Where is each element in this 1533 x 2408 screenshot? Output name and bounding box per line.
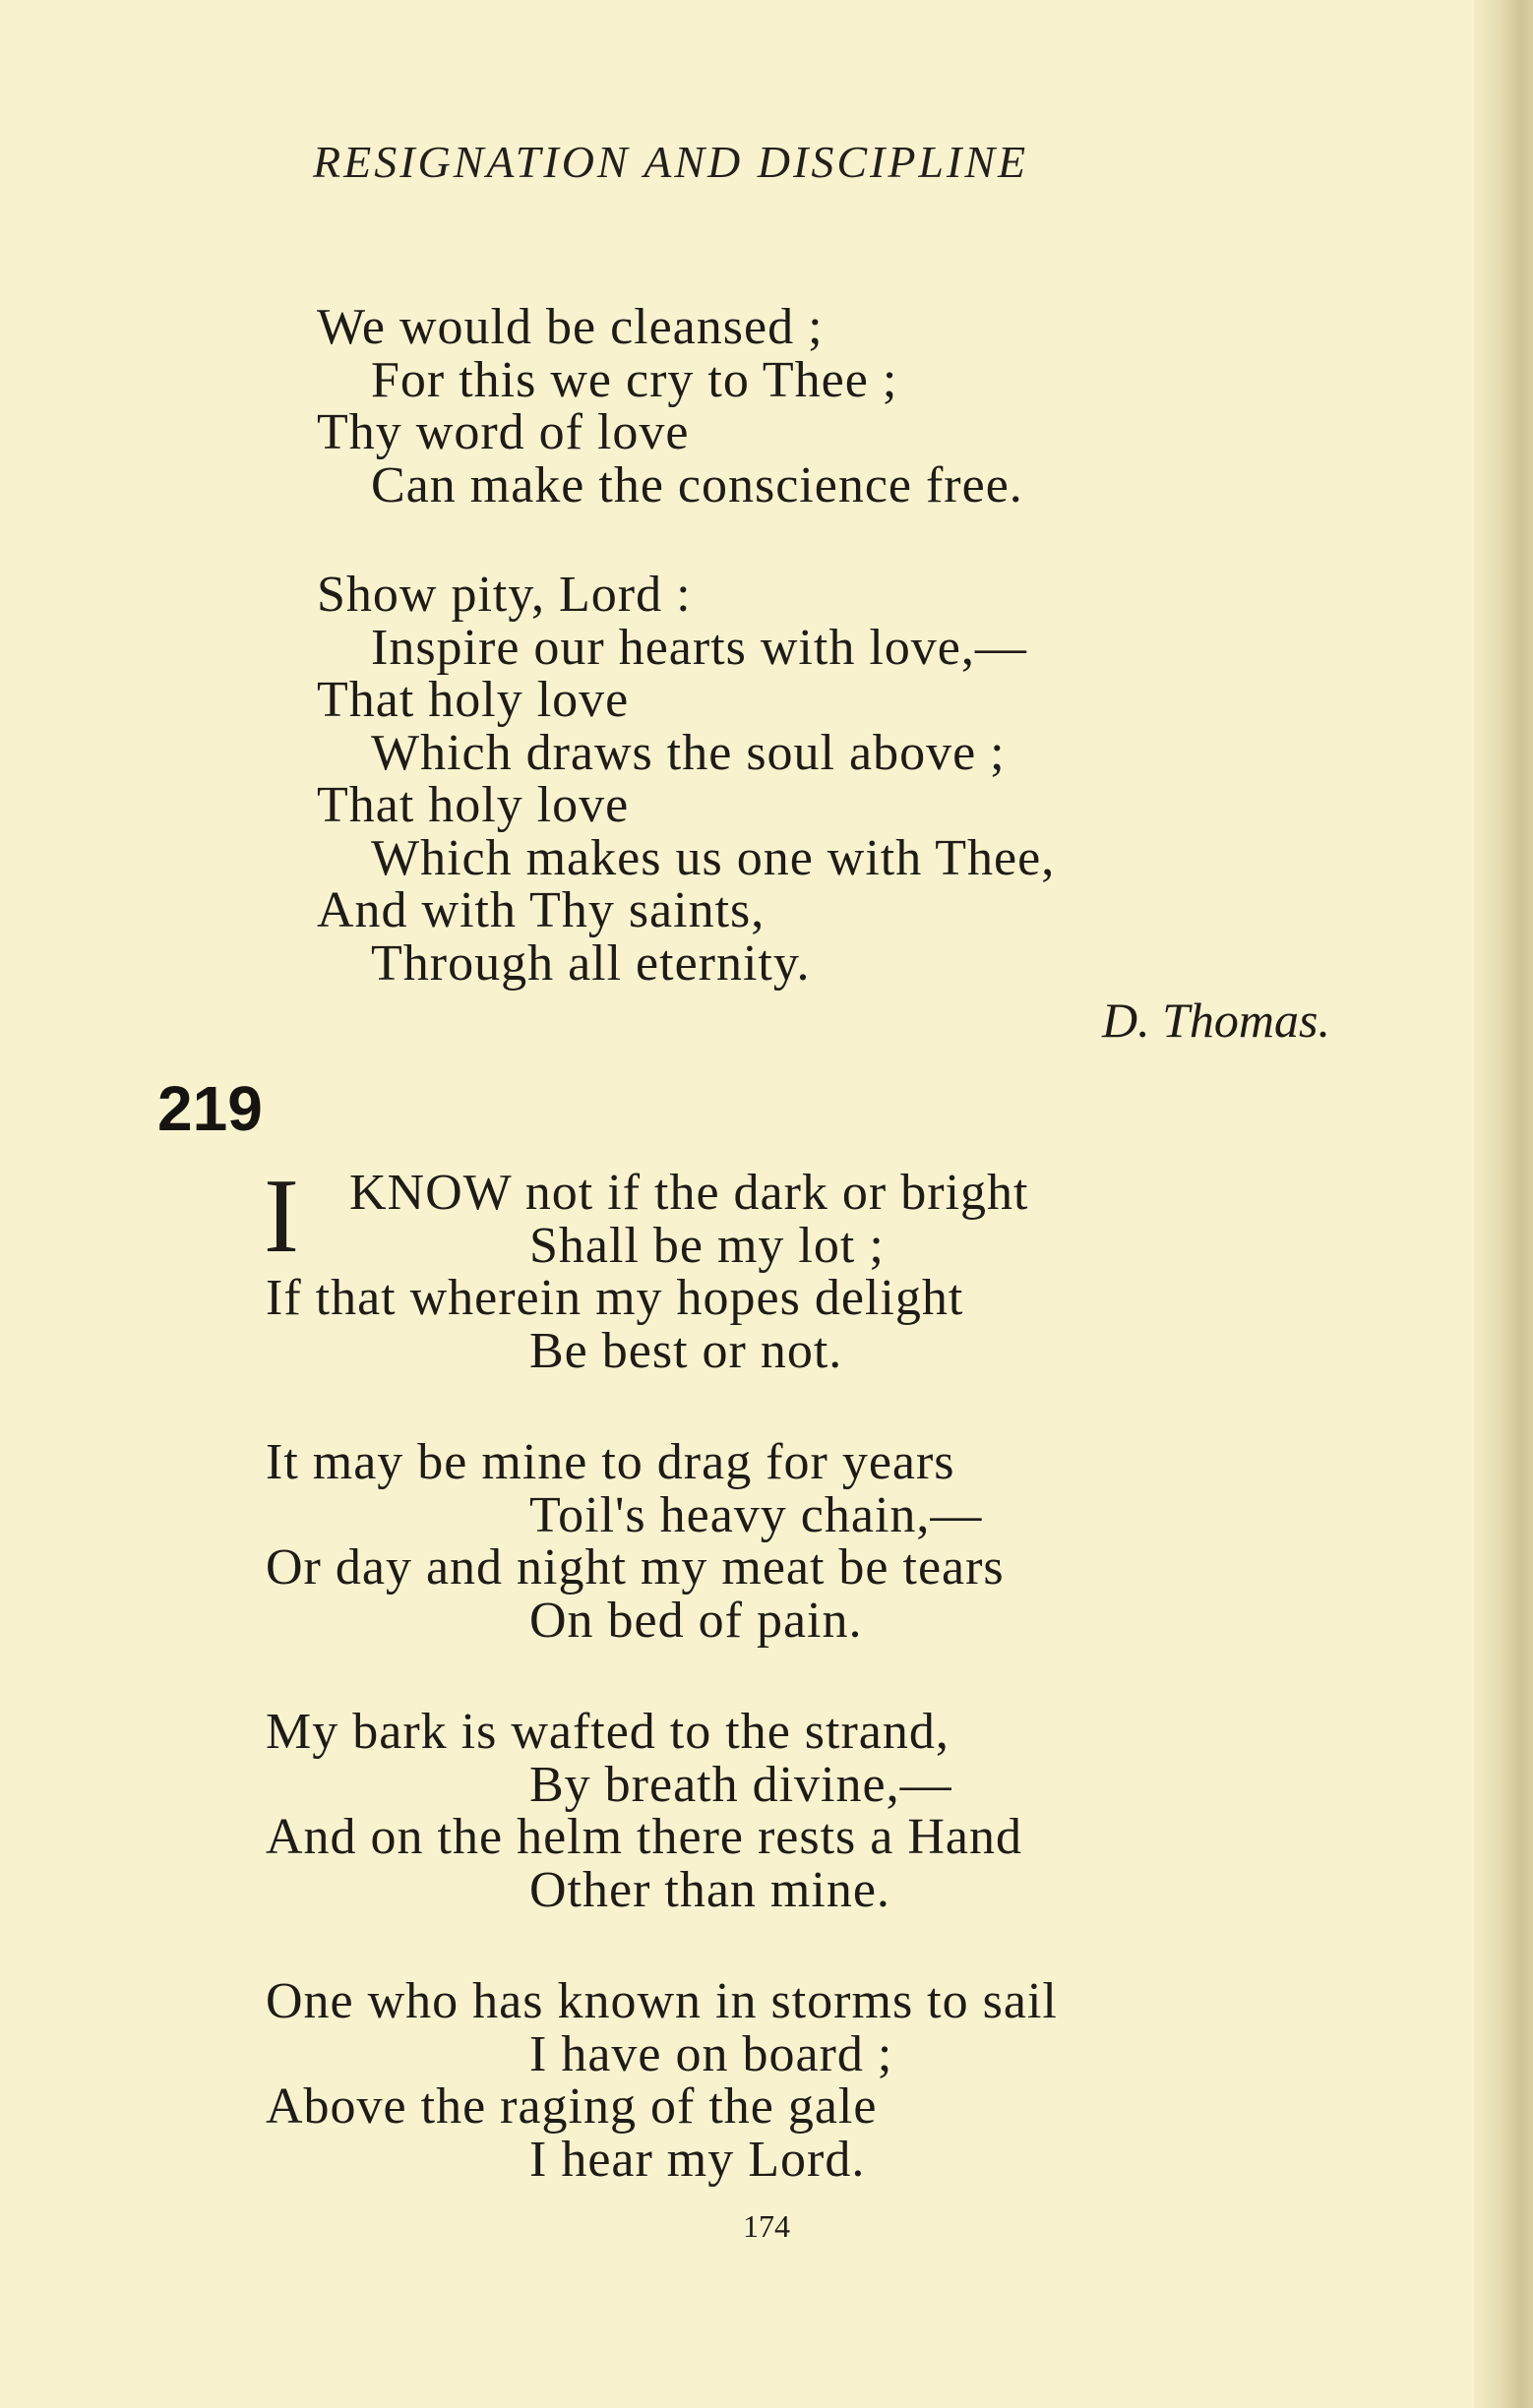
verse-line: And on the helm there rests a Hand <box>266 1809 1023 1865</box>
verse-line: Which draws the soul above ; <box>371 724 1006 781</box>
hymn-stanza-4 <box>266 1975 1058 2186</box>
verse-line: Be best or not. <box>529 1322 843 1379</box>
verse-line: I have on board ; <box>529 2025 893 2082</box>
verse-line: Show pity, Lord : <box>317 567 692 623</box>
verse-line: Shall be my lot ; <box>529 1217 885 1274</box>
page-binding-edge <box>1474 0 1533 2408</box>
verse-line: That holy love <box>317 672 630 728</box>
hymn-stanza-2 <box>266 1436 1005 1647</box>
verse-line: Can make the conscience free. <box>371 456 1023 513</box>
verse-line: Toil's heavy chain,— <box>529 1486 983 1543</box>
verse-line: And with Thy saints, <box>317 882 766 938</box>
author-attribution: D. Thomas. <box>1102 993 1330 1048</box>
verse-line: We would be cleansed ; <box>317 299 824 355</box>
verse-line: Through all eternity. <box>371 934 811 992</box>
prev-hymn-stanza-1 <box>317 301 1023 512</box>
verse-line: Inspire our hearts with love,— <box>371 619 1027 676</box>
verse-line: On bed of pain. <box>529 1592 863 1649</box>
page-header: RESIGNATION AND DISCIPLINE <box>313 137 1029 187</box>
verse-line: For this we cry to Thee ; <box>371 351 898 408</box>
verse-line: I hear my Lord. <box>529 2131 866 2188</box>
verse-line: Which makes us one with Thee, <box>371 829 1056 886</box>
verse-line: It may be mine to drag for years <box>266 1434 955 1490</box>
verse-line: KNOW not if the dark or bright <box>349 1165 1029 1221</box>
verse-line: By breath divine,— <box>529 1756 952 1813</box>
hymn-stanza-1 <box>266 1167 1028 1377</box>
verse-line: That holy love <box>317 777 630 833</box>
hymn-stanza-3 <box>266 1706 1022 1916</box>
verse-line: One who has known in storms to sail <box>266 1973 1058 2029</box>
verse-line: If that wherein my hopes delight <box>266 1270 964 1326</box>
verse-line: Or day and night my meat be tears <box>266 1539 1005 1595</box>
verse-line: My bark is wafted to the strand, <box>266 1704 950 1760</box>
verse-line: Thy word of love <box>317 404 690 460</box>
drop-cap: I <box>264 1158 299 1275</box>
hymn-number: 219 <box>157 1073 263 1144</box>
verse-line: Above the raging of the gale <box>266 2078 878 2135</box>
verse-line: Other than mine. <box>529 1861 890 1918</box>
page-number: 174 <box>743 2208 790 2244</box>
prev-hymn-stanza-2 <box>317 569 1055 990</box>
